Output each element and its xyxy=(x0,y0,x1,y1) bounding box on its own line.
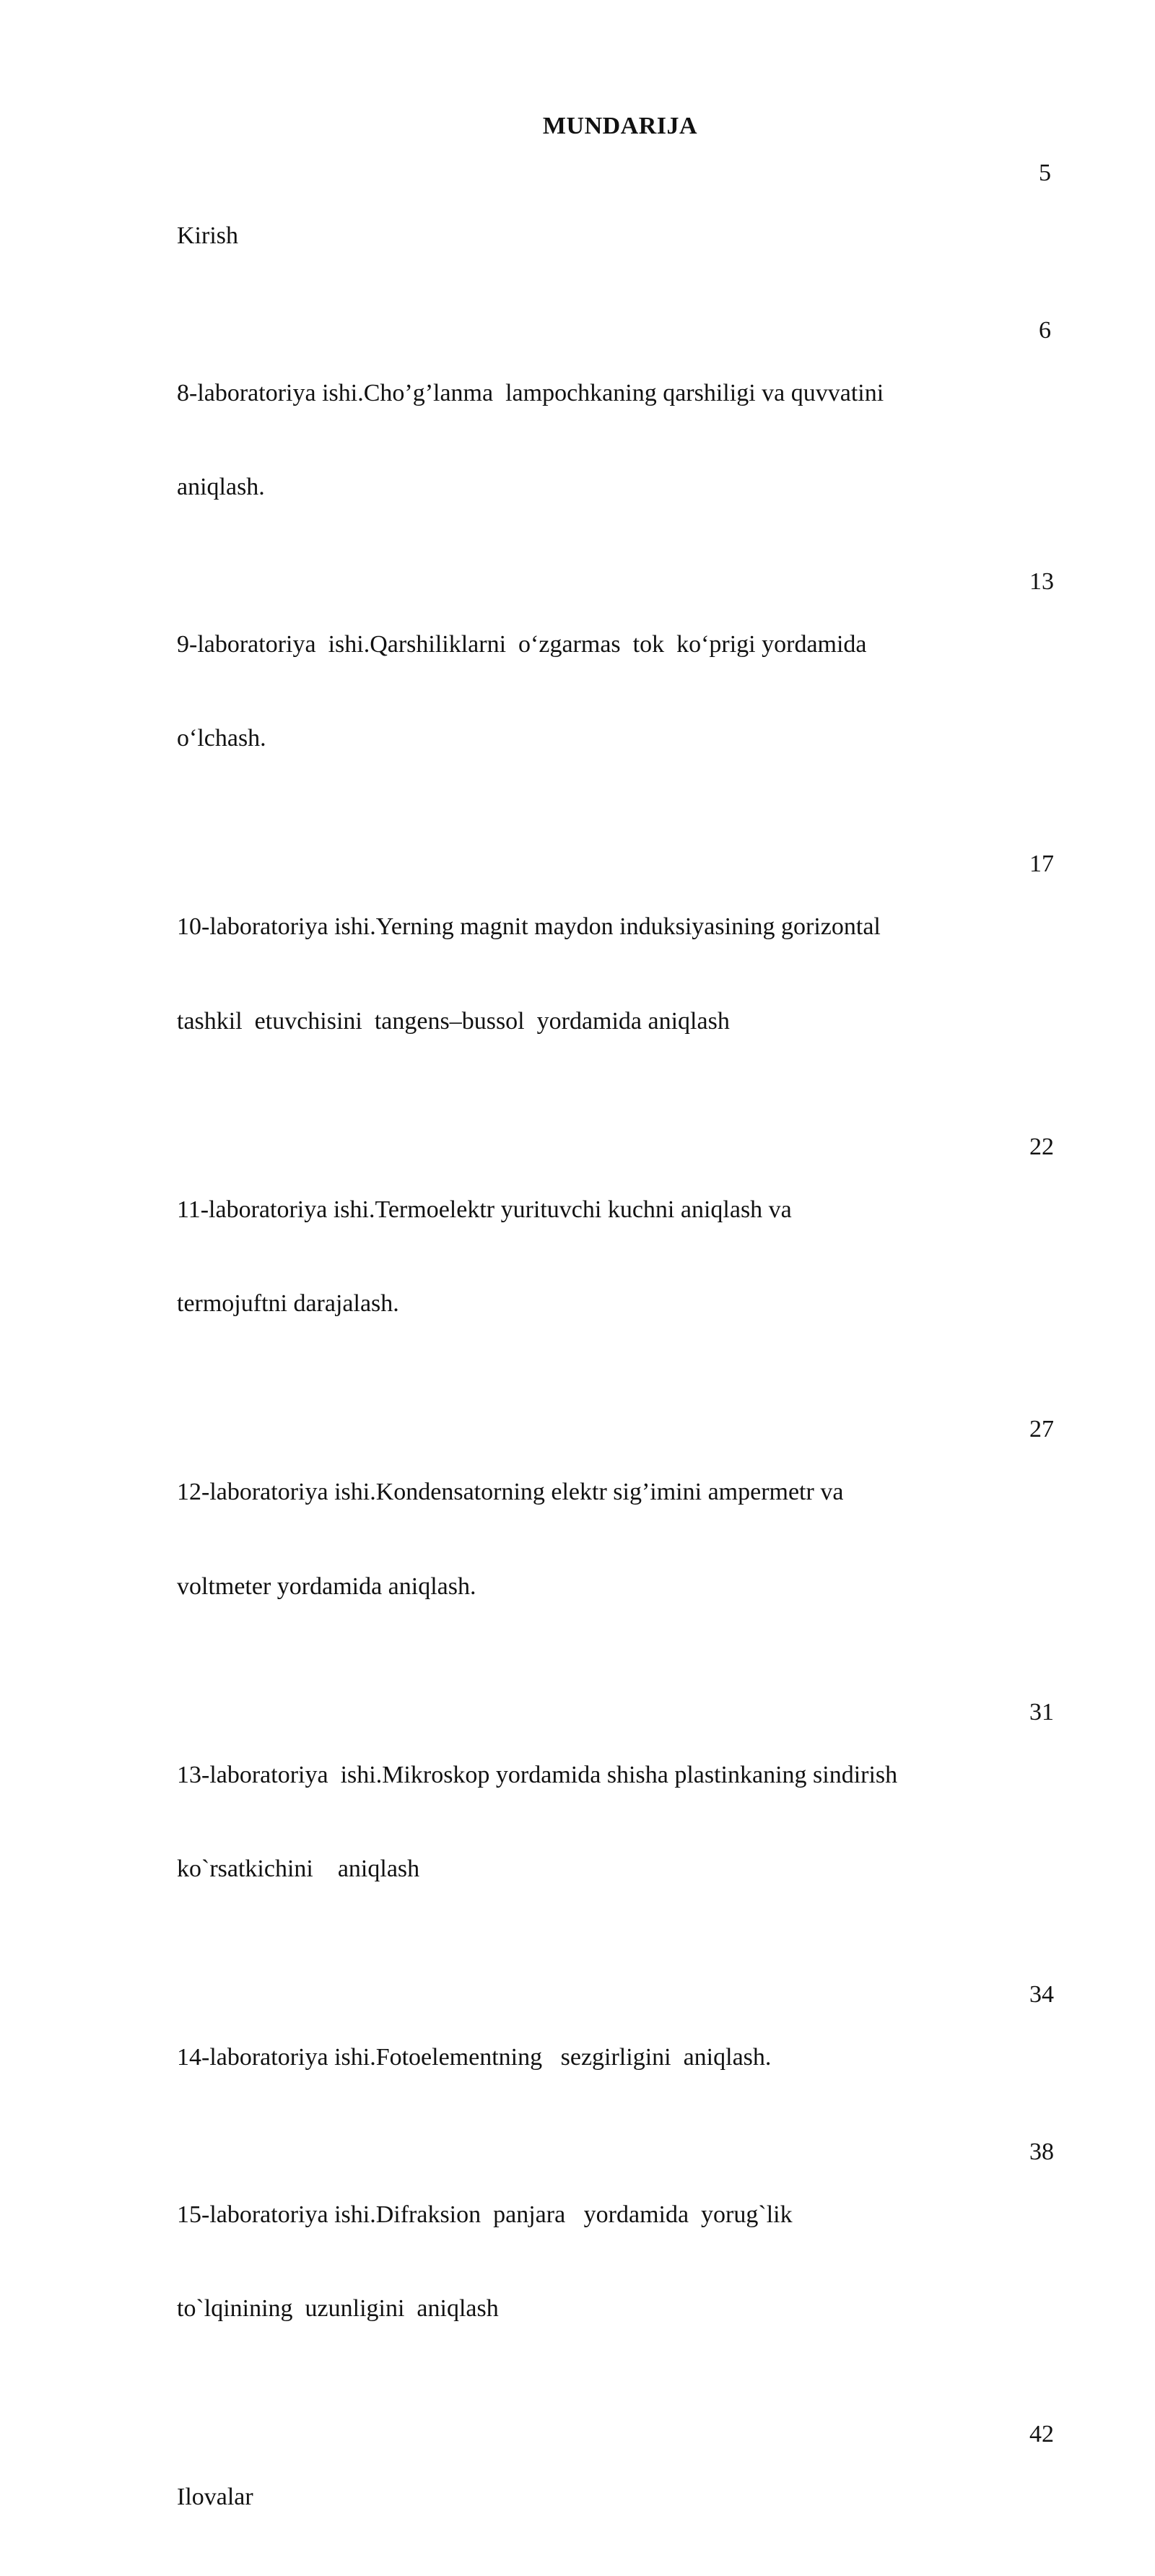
toc-entry-page: 6 xyxy=(1039,316,1051,344)
toc-entry-page: 22 xyxy=(1029,1133,1054,1160)
toc-entry-title xyxy=(177,848,993,1100)
toc-entry-title xyxy=(177,1979,993,2136)
toc-entry-page: 27 xyxy=(1029,1416,1054,1443)
toc-entry-line: o‘lchash. xyxy=(177,725,266,752)
toc-entry-line: 9-laboratoriya ishi.Qarshiliklarni o‘zgarmas tok ko‘prigi yordamida xyxy=(177,630,867,658)
table-of-contents xyxy=(177,157,1054,2576)
toc-entry-line: Kirish xyxy=(177,222,238,249)
toc-entry-line: to`lqinining uzunligini aniqlash xyxy=(177,2295,499,2322)
toc-entry-page: 31 xyxy=(1029,1698,1054,1726)
toc-entry-title xyxy=(177,1697,993,1948)
toc-entry xyxy=(177,1414,1054,1665)
toc-entry-line: 8-laboratoriya ishi.Cho’g’lanma lampochkaning qarshiligi va quvvatini xyxy=(177,379,884,406)
toc-entry-line: tashkil etuvchisini tangens–bussol yordamida aniqlash xyxy=(177,1007,730,1035)
toc-entry-title xyxy=(177,157,993,315)
toc-entry xyxy=(177,2136,1054,2388)
page-title: MUNDARIJA xyxy=(542,113,698,139)
toc-entry xyxy=(177,1979,1054,2136)
toc-entry xyxy=(177,1131,1054,1383)
toc-entry-line: 11-laboratoriya ishi.Termoelektr yurituvchi kuchni aniqlash va xyxy=(177,1196,792,1223)
toc-entry-title xyxy=(177,1131,993,1383)
toc-entry-page: 34 xyxy=(1029,1981,1054,2008)
toc-entry-page: 13 xyxy=(1029,567,1054,595)
toc-entry-line: Ilovalar xyxy=(177,2484,253,2510)
toc-entry-line: 13-laboratoriya ishi.Mikroskop yordamida shisha plastinkaning sindirish xyxy=(177,1761,898,1788)
toc-entry-line: ko`rsatkichini aniqlash xyxy=(177,1855,420,1882)
toc-entry-line: 12-laboratoriya ishi.Kondensatorning elektr sig’imini ampermetr va xyxy=(177,1479,844,1505)
toc-entry-line: termojuftni darajalash. xyxy=(177,1290,399,1317)
toc-entry-page: 42 xyxy=(1029,2421,1054,2447)
toc-entry-page: 5 xyxy=(1039,160,1051,186)
toc-entry-title xyxy=(177,1414,993,1665)
toc-entry-line: voltmeter yordamida aniqlash. xyxy=(177,1572,476,1600)
toc-entry-page: 38 xyxy=(1029,2138,1054,2165)
toc-entry-line: aniqlash. xyxy=(177,474,265,500)
toc-entry-page: 17 xyxy=(1029,850,1054,877)
toc-entry xyxy=(177,315,1054,566)
toc-entry xyxy=(177,848,1054,1100)
toc-entry-title xyxy=(177,566,993,817)
toc-entry-title xyxy=(177,315,993,566)
toc-entry xyxy=(177,157,1054,315)
toc-entry xyxy=(177,566,1054,817)
toc-entry-line: 15-laboratoriya ishi.Difraksion panjara yordamida yorug`lik xyxy=(177,2201,793,2228)
toc-entry xyxy=(177,1697,1054,1948)
toc-entry-line: 14-laboratoriya ishi.Fotoelementning sezgirligini aniqlash. xyxy=(177,2044,772,2071)
toc-entry-line: 10-laboratoriya ishi.Yerning magnit maydon induksiyasining gorizontal xyxy=(177,913,881,940)
toc-entry-title xyxy=(177,2419,993,2576)
toc-entry xyxy=(177,2419,1054,2576)
toc-entry-title xyxy=(177,2136,993,2388)
